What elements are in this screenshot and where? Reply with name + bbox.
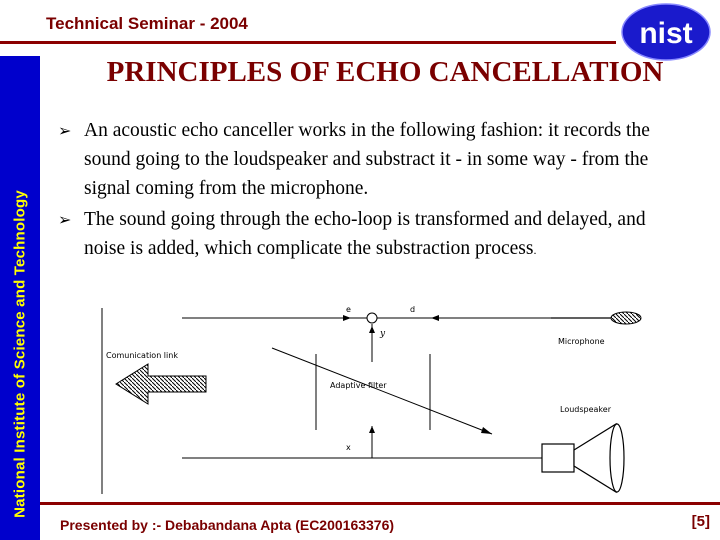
page-number: [5] <box>691 513 710 530</box>
arrow-y <box>369 326 375 333</box>
loudspeaker-label: Loudspeaker <box>560 405 611 414</box>
presenter-credit: Presented by :- Debabandana Apta (EC200163376) <box>60 517 395 533</box>
label-y: y <box>380 329 386 339</box>
bullet-text: An acoustic echo canceller works in the following fashion: it records the sound going to the loudspeaker and substract it - in some way - from the signal coming from the microphone. <box>84 120 650 199</box>
header-divider <box>0 41 616 44</box>
loudspeaker-box <box>542 444 574 472</box>
diagonal-arrowhead <box>481 427 492 434</box>
label-x: x <box>346 443 351 452</box>
slide-title: PRINCIPLES OF ECHO CANCELLATION <box>106 56 664 88</box>
communication-link-arrow <box>116 364 206 404</box>
loudspeaker-rim <box>610 424 624 492</box>
logo-text: nist <box>639 17 693 50</box>
arrow-d <box>431 315 439 321</box>
bullet-item <box>58 205 678 265</box>
arrow-e <box>343 315 351 321</box>
label-d: d <box>410 305 416 314</box>
echo-canceller-diagram <box>96 302 672 500</box>
adaptive-filter-label: Adaptive filter <box>330 381 387 390</box>
sidebar-band <box>0 56 40 540</box>
arrow-bullet-icon: ➢ <box>58 210 72 229</box>
arrow-bullet-icon: ➢ <box>58 121 72 140</box>
microphone-label: Microphone <box>558 337 605 346</box>
label-e: e <box>346 305 351 314</box>
arrow-x <box>369 426 375 433</box>
bullet-text: The sound going through the echo-loop is transformed and delayed, and noise is added, which complicate the substraction process <box>84 209 646 259</box>
communication-link-label: Comunication link <box>106 351 178 360</box>
bullet-item <box>58 116 678 203</box>
summing-node <box>367 313 377 323</box>
bullet-period: . <box>533 243 537 257</box>
microphone-icon <box>611 312 641 324</box>
institute-name: National Institute of Science and Technology <box>11 190 29 518</box>
adaptive-filter-diagonal <box>272 348 492 434</box>
bullet-list <box>58 116 678 267</box>
seminar-title: Technical Seminar - 2004 <box>46 14 248 33</box>
nist-logo <box>620 2 712 62</box>
footer-divider <box>40 502 720 505</box>
